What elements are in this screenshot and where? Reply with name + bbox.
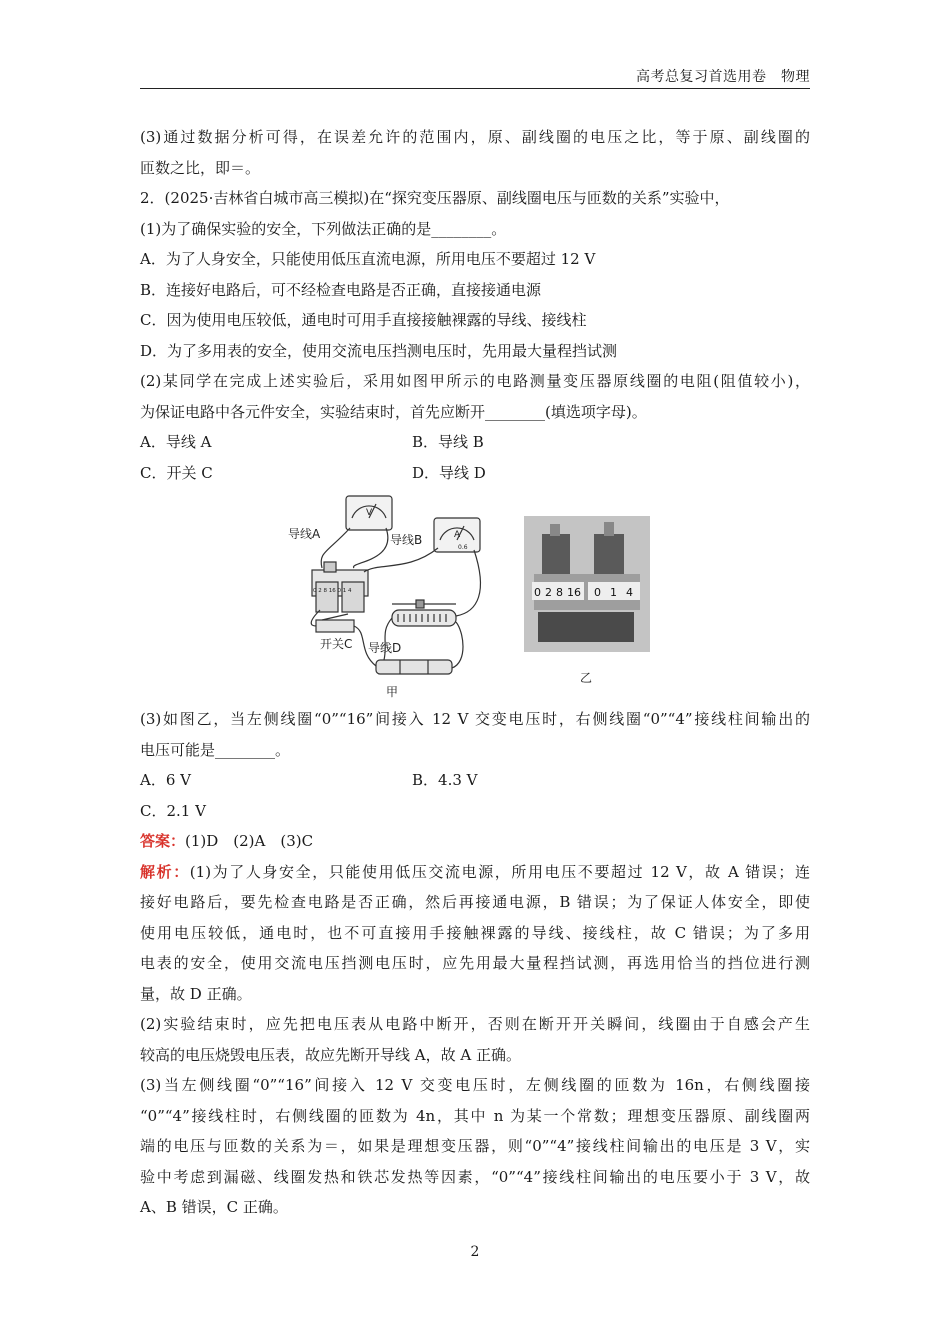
analysis-line: “0”“4”接线柱时，右侧线圈的匝数为 4n，其中 n 为某一个常数；理想变压器原、副线圈两: [140, 1106, 810, 1125]
analysis-line: 接好电路后，要先检查电路是否正确，然后再接通电源，B 错误；为了保证人体安全，即使: [140, 893, 810, 911]
question-2: 为保证电路中各元件安全，实验结束时，首先应断开________(填选项字母)。: [140, 402, 647, 421]
coil-mark: 2: [545, 586, 552, 599]
wire-a-label: 导线A: [288, 527, 321, 541]
figure-jia-caption: 甲: [386, 685, 399, 699]
analysis-line: [140, 857, 810, 888]
q3-option: C．2.1 V: [140, 801, 206, 820]
coil-mark: 8: [556, 586, 563, 599]
q2-options-row: [140, 458, 810, 489]
q1-option: C．因为使用电压较低，通电时可用手直接接触裸露的导线、接线柱: [140, 311, 587, 329]
question-3: 电压可能是________。: [140, 740, 291, 759]
question-2: (2)某同学在完成上述实验后，采用如图甲所示的电路测量变压器原线圈的电阻(阻值较小)，: [140, 372, 810, 390]
analysis-text: (1)为了人身安全，只能使用低压交流电源，所用电压不要超过 12 V，故 A 错误；连: [189, 862, 810, 881]
answer-line: [140, 826, 810, 857]
rheostat: [392, 600, 456, 626]
q3-option: B．4.3 V: [412, 771, 478, 789]
q2-option: C．开关 C: [140, 463, 213, 482]
q1-option: B．连接好电路后，可不经检查电路是否正确，直接接通电源: [140, 280, 542, 299]
figure-area: [140, 492, 810, 704]
wire-b-label: 导线B: [390, 533, 423, 547]
switch: [316, 614, 354, 632]
coil-mark: 16: [567, 586, 581, 599]
switch-c-label: 开关C: [320, 637, 353, 651]
page-header: [140, 66, 810, 89]
q3-option: A．6 V: [140, 771, 191, 789]
figure-yi-caption: 乙: [580, 671, 593, 685]
q2-options-row: [140, 427, 810, 458]
battery: [376, 660, 452, 674]
coil-mark: 0: [594, 586, 601, 599]
q1-option: A．为了人身安全，只能使用低压直流电源，所用电压不要超过 12 V: [140, 250, 596, 268]
coil-mark: 4: [626, 586, 633, 599]
analysis-line: 电表的安全，使用交流电压挡测电压时，应先用最大量程挡试测，再选用恰当的挡位进行测: [140, 954, 810, 972]
analysis-line: 使用电压较低，通电时，也不可直接用手接触裸露的导线、接线柱，故 C 错误；为了多用: [140, 923, 810, 942]
answer-label: 答案：: [140, 832, 186, 850]
analysis-line: (3)当左侧线圈“0”“16”间接入 12 V 交变电压时，左侧线圈的匝数为 16n，右侧线圈接: [140, 1076, 810, 1094]
header-title: 高考总复习首选用卷 物理: [636, 69, 810, 85]
question-1: (1)为了确保实验的安全，下列做法正确的是________。: [140, 219, 507, 238]
figure-yi-photo: [524, 516, 650, 702]
coil-marks: 0 2 8 16 0 1 4: [313, 588, 352, 594]
analysis-label: 解析：: [140, 862, 190, 881]
analysis-line: (2)实验结束时，应先把电压表从电路中断开，否则在断开开关瞬间，线圈由于自感会产生: [140, 1015, 810, 1033]
q2-option: D．导线 D: [412, 463, 486, 482]
coil-mark: 1: [610, 586, 617, 599]
q2-option: A．导线 A: [140, 433, 212, 451]
question-intro: 2．(2025·吉林省白城市高三模拟)在“探究变压器原、副线圈电压与匝数的关系”实验中，: [140, 189, 730, 207]
answer-text: (1)D (2)A (3)C: [185, 832, 314, 850]
wire-d-label: 导线D: [368, 641, 402, 655]
analysis-line: 量，故 D 正确。: [140, 984, 252, 1003]
coil-mark: 0: [534, 586, 541, 599]
analysis-line: A、B 错误，C 正确。: [140, 1198, 288, 1216]
analysis-line: 端的电压与匝数的关系为＝，如果是理想变压器，则“0”“4”接线柱间输出的电压是 3 V，实: [140, 1137, 810, 1155]
ammeter-label: A: [454, 530, 461, 540]
document-body: [140, 122, 810, 1223]
analysis-line: 较高的电压烧毁电压表，故应先断开导线 A，故 A 正确。: [140, 1045, 521, 1064]
voltmeter-label: V: [366, 508, 373, 518]
q1-option: D．为了多用表的安全，使用交流电压挡测电压时，先用最大量程挡试测: [140, 341, 618, 360]
question-3: (3)如图乙，当左侧线圈“0”“16”间接入 12 V 交变电压时，右侧线圈“0”“4”接线柱间输出的: [140, 710, 810, 728]
q2-option: B．导线 B: [412, 433, 484, 451]
prev-part-line: 匝数之比，即＝。: [140, 158, 261, 177]
analysis-line: 验中考虑到漏磁、线圈发热和铁芯发热等因素，“0”“4”接线柱间输出的电压要小于 3 V，故: [140, 1167, 810, 1186]
figure-jia-circuit: [288, 492, 500, 702]
prev-part-line: (3)通过数据分析可得，在误差允许的范围内，原、副线圈的电压之比，等于原、副线圈的: [140, 128, 810, 146]
page-number: 2: [470, 1244, 480, 1260]
q3-options-row: [140, 765, 810, 796]
transformer: [312, 562, 368, 612]
ammeter: [434, 518, 480, 552]
voltmeter: [346, 496, 392, 530]
ammeter-scale: 0.6: [458, 544, 468, 551]
